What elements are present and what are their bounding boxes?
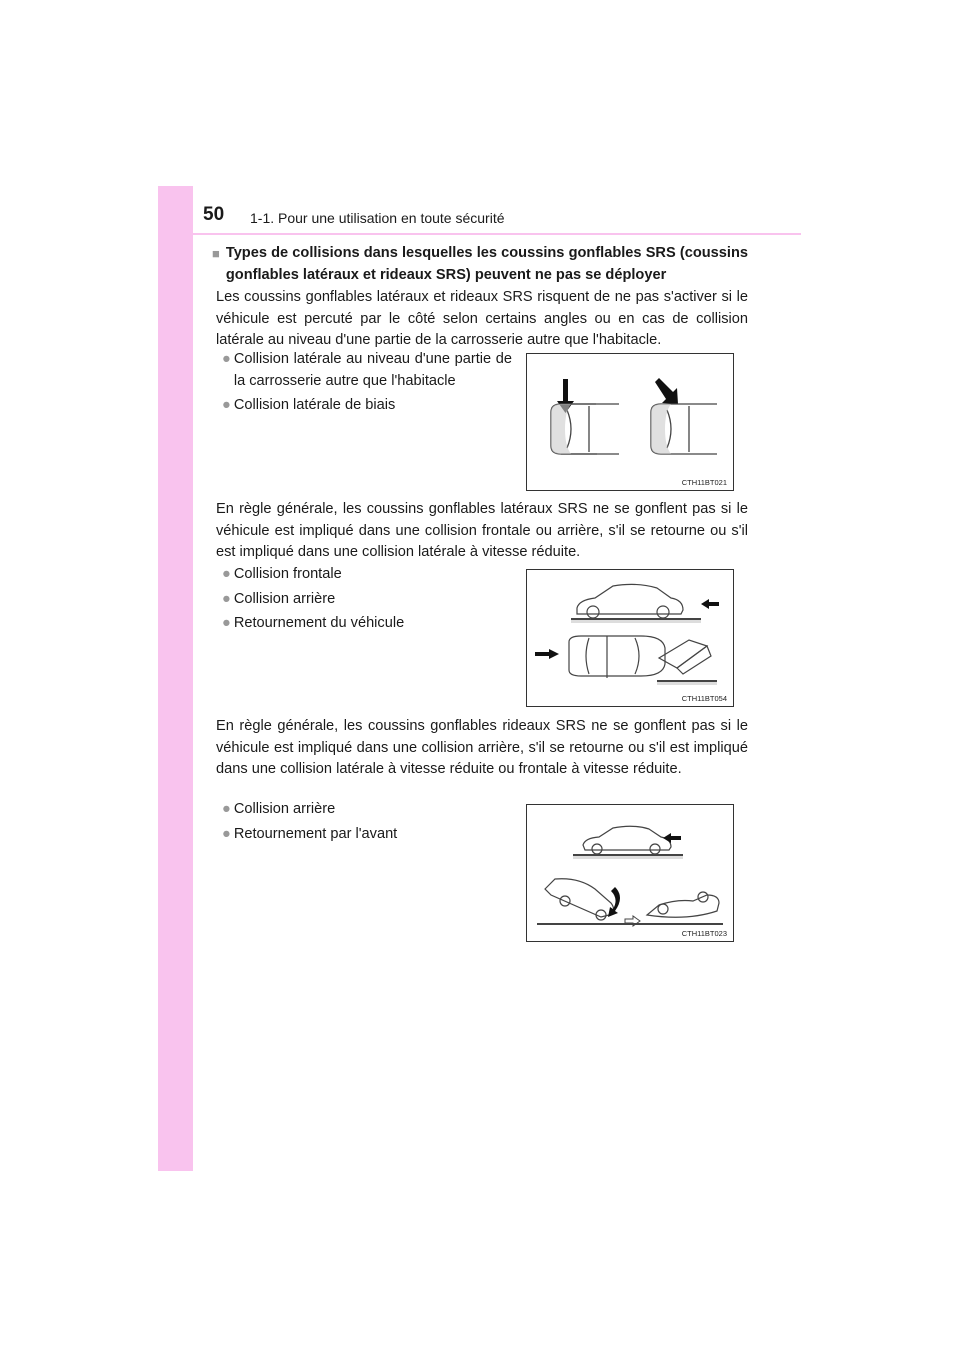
figure-code: CTH11BT054 [681,694,727,703]
list-item-text: Retournement par l'avant [233,825,398,842]
bullet-icon: ● [222,351,231,367]
list-item [222,799,502,821]
car-side-view [577,584,683,618]
list-item-text: Collision latérale au niveau d'une partie de la carrosserie autre que l'habitacle [233,351,512,389]
arrow-right-icon [535,649,559,659]
car-tipping-view [545,879,614,920]
page-number: 50 [203,204,225,225]
section-heading-block [212,243,748,286]
figure-front-rear-rollover [526,569,734,707]
section-heading-text: Types de collisions dans lesquelles les coussins gonflables SRS (coussins gonflables latéraux et rideaux SRS) peuvent ne pas se déployer [225,245,748,283]
list-item [222,395,512,417]
curtain-airbag-paragraph: En règle générale, les coussins gonflables rideaux SRS ne se gonflent pas si le véhicule est impliqué dans une collision arrière, s'il se retourne ou s'il est impliqué dans une collision latérale à vitesse réduite ou frontale à vitesse réduite. [216,718,748,777]
list-side-airbag-cases [222,564,502,638]
rear-front-rollover-illustration [527,805,733,927]
figure-side-collisions [526,353,734,491]
side-collision-illustration [527,354,733,474]
list-item-text: Collision frontale [233,566,342,582]
figure-code: CTH11BT021 [681,478,727,487]
intro-paragraph: Les coussins gonflables latéraux et rideaux SRS risquent de ne pas s'activer si le véhicule est percuté par le côté selon certains angles ou en cas de collision latérale au niveau d'une partie de la carrosserie autre que l'habitacle. [216,289,748,348]
list-curtain-airbag-cases [222,799,502,848]
bullet-icon: ● [222,590,231,607]
section-heading [212,243,748,286]
chapter-side-tab [158,186,193,1171]
square-bullet-icon: ■ [212,246,220,261]
car-side-view [583,826,671,854]
list-item [222,613,502,635]
list-item [222,564,502,586]
list-item [222,349,512,392]
bullet-icon: ● [222,566,231,582]
car-top-view [569,636,665,678]
list-item-text: Retournement du véhicule [233,615,405,631]
arrow-left-icon [701,599,719,609]
arrow-diagonal-icon [655,378,678,404]
intro-paragraph-block [216,287,748,352]
curtain-airbag-paragraph-block [216,716,748,781]
bullet-icon: ● [222,615,231,631]
front-rear-rollover-illustration [527,570,733,692]
car-rollover-view [659,640,711,674]
header-divider [193,233,801,235]
figure-rear-front-rollover [526,804,734,942]
side-airbag-paragraph-block [216,499,748,564]
car-upside-down-view [647,892,719,917]
side-airbag-paragraph: En règle générale, les coussins gonflables latéraux SRS ne se gonflent pas si le véhicule est impliqué dans une collision frontale ou arrière, s'il se retourne ou s'il est impliqué dans une collision latérale à vitesse réduite. [216,501,748,560]
list-item [222,824,502,846]
list-item-text: Collision arrière [233,590,336,607]
list-item-text: Collision arrière [233,801,336,817]
bullet-icon: ● [222,397,231,413]
list-item [222,589,502,611]
chapter-title: 1-1. Pour une utilisation en toute sécurité [250,210,505,226]
bullet-icon: ● [222,801,231,817]
bullet-icon: ● [222,825,231,842]
figure-code: CTH11BT023 [681,929,727,938]
list-item-text: Collision latérale de biais [233,397,396,413]
arrow-left-icon [663,833,681,843]
list-side-collisions [222,349,512,420]
